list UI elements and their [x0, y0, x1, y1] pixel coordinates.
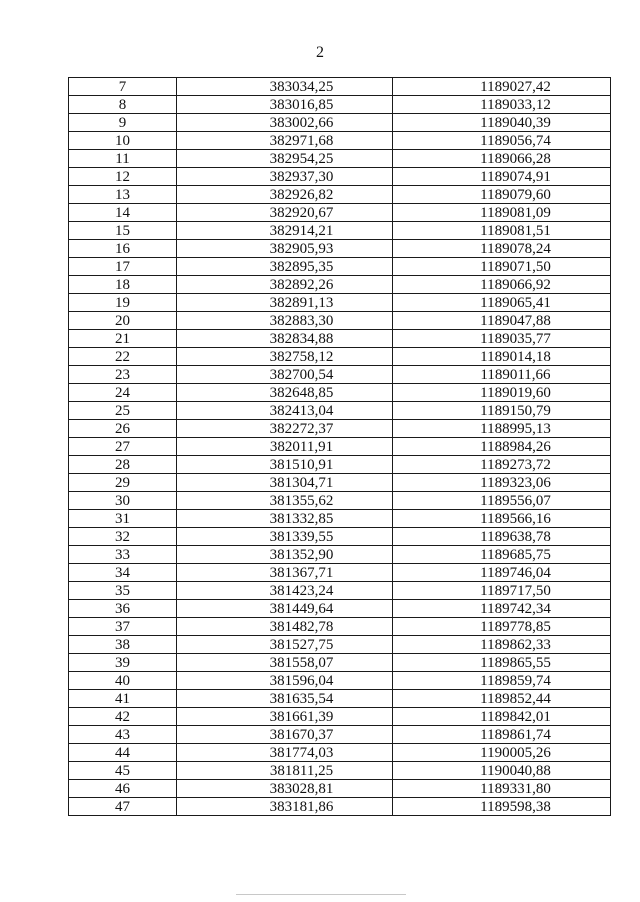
point-number-cell: 43: [69, 726, 177, 744]
point-number-cell: 36: [69, 600, 177, 618]
table-row: [69, 420, 611, 438]
point-number-cell: 18: [69, 276, 177, 294]
x-coordinate-cell: 382700,54: [177, 366, 393, 384]
point-number-cell: 20: [69, 312, 177, 330]
y-coordinate-cell: 1189066,92: [393, 276, 611, 294]
x-coordinate-cell: 381449,64: [177, 600, 393, 618]
y-coordinate-cell: 1189717,50: [393, 582, 611, 600]
y-coordinate-cell: 1189079,60: [393, 186, 611, 204]
x-coordinate-cell: 381670,37: [177, 726, 393, 744]
y-coordinate-cell: 1189078,24: [393, 240, 611, 258]
x-coordinate-cell: 382413,04: [177, 402, 393, 420]
point-number-cell: 29: [69, 474, 177, 492]
y-coordinate-cell: 1189035,77: [393, 330, 611, 348]
y-coordinate-cell: 1188995,13: [393, 420, 611, 438]
point-number-cell: 38: [69, 636, 177, 654]
y-coordinate-cell: 1189071,50: [393, 258, 611, 276]
page-number: 2: [316, 44, 324, 61]
x-coordinate-cell: 383034,25: [177, 78, 393, 96]
y-coordinate-cell: 1189742,34: [393, 600, 611, 618]
point-number-cell: 16: [69, 240, 177, 258]
table-row: [69, 222, 611, 240]
table-row: [69, 132, 611, 150]
point-number-cell: 17: [69, 258, 177, 276]
y-coordinate-cell: 1189842,01: [393, 708, 611, 726]
x-coordinate-cell: 381339,55: [177, 528, 393, 546]
x-coordinate-cell: 381367,71: [177, 564, 393, 582]
y-coordinate-cell: 1189638,78: [393, 528, 611, 546]
y-coordinate-cell: 1189273,72: [393, 456, 611, 474]
point-number-cell: 27: [69, 438, 177, 456]
y-coordinate-cell: 1189331,80: [393, 780, 611, 798]
point-number-cell: 45: [69, 762, 177, 780]
x-coordinate-cell: 382926,82: [177, 186, 393, 204]
x-coordinate-cell: 381510,91: [177, 456, 393, 474]
y-coordinate-cell: 1189859,74: [393, 672, 611, 690]
x-coordinate-cell: 382905,93: [177, 240, 393, 258]
x-coordinate-cell: 382954,25: [177, 150, 393, 168]
table-row: [69, 762, 611, 780]
x-coordinate-cell: 382883,30: [177, 312, 393, 330]
x-coordinate-cell: 383016,85: [177, 96, 393, 114]
table-row: [69, 744, 611, 762]
point-number-cell: 22: [69, 348, 177, 366]
point-number-cell: 42: [69, 708, 177, 726]
x-coordinate-cell: 382758,12: [177, 348, 393, 366]
table-row: [69, 402, 611, 420]
x-coordinate-cell: 382891,13: [177, 294, 393, 312]
y-coordinate-cell: 1189027,42: [393, 78, 611, 96]
table-row: [69, 294, 611, 312]
x-coordinate-cell: 381635,54: [177, 690, 393, 708]
y-coordinate-cell: 1189014,18: [393, 348, 611, 366]
table-row: [69, 528, 611, 546]
x-coordinate-cell: 382892,26: [177, 276, 393, 294]
table-row: [69, 330, 611, 348]
y-coordinate-cell: 1189066,28: [393, 150, 611, 168]
point-number-cell: 8: [69, 96, 177, 114]
y-coordinate-cell: 1189556,07: [393, 492, 611, 510]
table-row: [69, 114, 611, 132]
table-row: [69, 546, 611, 564]
point-number-cell: 26: [69, 420, 177, 438]
y-coordinate-cell: 1189011,66: [393, 366, 611, 384]
table-row: [69, 276, 611, 294]
point-number-cell: 19: [69, 294, 177, 312]
table-row: [69, 708, 611, 726]
table-row: [69, 438, 611, 456]
point-number-cell: 28: [69, 456, 177, 474]
x-coordinate-cell: 382272,37: [177, 420, 393, 438]
table-row: [69, 798, 611, 816]
y-coordinate-cell: 1189566,16: [393, 510, 611, 528]
x-coordinate-cell: 381774,03: [177, 744, 393, 762]
point-number-cell: 25: [69, 402, 177, 420]
table-row: [69, 582, 611, 600]
x-coordinate-cell: 381304,71: [177, 474, 393, 492]
table-row: [69, 366, 611, 384]
table-row: [69, 492, 611, 510]
x-coordinate-cell: 381811,25: [177, 762, 393, 780]
table-row: [69, 456, 611, 474]
point-number-cell: 11: [69, 150, 177, 168]
point-number-cell: 24: [69, 384, 177, 402]
table-row: [69, 186, 611, 204]
x-coordinate-cell: 382937,30: [177, 168, 393, 186]
point-number-cell: 39: [69, 654, 177, 672]
coordinates-table: [68, 77, 611, 816]
table-row: [69, 654, 611, 672]
y-coordinate-cell: 1189019,60: [393, 384, 611, 402]
table-row: [69, 618, 611, 636]
point-number-cell: 46: [69, 780, 177, 798]
y-coordinate-cell: 1189150,79: [393, 402, 611, 420]
x-coordinate-cell: 382914,21: [177, 222, 393, 240]
x-coordinate-cell: 381527,75: [177, 636, 393, 654]
table-row: [69, 384, 611, 402]
y-coordinate-cell: 1189598,38: [393, 798, 611, 816]
table-row: [69, 726, 611, 744]
table-row: [69, 564, 611, 582]
point-number-cell: 35: [69, 582, 177, 600]
x-coordinate-cell: 381423,24: [177, 582, 393, 600]
table-row: [69, 690, 611, 708]
x-coordinate-cell: 381482,78: [177, 618, 393, 636]
point-number-cell: 34: [69, 564, 177, 582]
point-number-cell: 30: [69, 492, 177, 510]
x-coordinate-cell: 382971,68: [177, 132, 393, 150]
point-number-cell: 7: [69, 78, 177, 96]
coordinates-table-body: [69, 78, 611, 816]
table-row: [69, 168, 611, 186]
y-coordinate-cell: 1189746,04: [393, 564, 611, 582]
x-coordinate-cell: 381558,07: [177, 654, 393, 672]
point-number-cell: 10: [69, 132, 177, 150]
x-coordinate-cell: 381332,85: [177, 510, 393, 528]
x-coordinate-cell: 383002,66: [177, 114, 393, 132]
x-coordinate-cell: 383181,86: [177, 798, 393, 816]
point-number-cell: 21: [69, 330, 177, 348]
x-coordinate-cell: 382895,35: [177, 258, 393, 276]
y-coordinate-cell: 1189862,33: [393, 636, 611, 654]
table-row: [69, 96, 611, 114]
y-coordinate-cell: 1189852,44: [393, 690, 611, 708]
scan-artifact-line: [236, 894, 406, 895]
x-coordinate-cell: 381596,04: [177, 672, 393, 690]
table-row: [69, 672, 611, 690]
table-row: [69, 204, 611, 222]
point-number-cell: 15: [69, 222, 177, 240]
table-row: [69, 600, 611, 618]
y-coordinate-cell: 1189861,74: [393, 726, 611, 744]
y-coordinate-cell: 1189865,55: [393, 654, 611, 672]
y-coordinate-cell: 1189074,91: [393, 168, 611, 186]
point-number-cell: 32: [69, 528, 177, 546]
y-coordinate-cell: 1189323,06: [393, 474, 611, 492]
point-number-cell: 31: [69, 510, 177, 528]
x-coordinate-cell: 381352,90: [177, 546, 393, 564]
y-coordinate-cell: 1189685,75: [393, 546, 611, 564]
y-coordinate-cell: 1190005,26: [393, 744, 611, 762]
table-row: [69, 474, 611, 492]
y-coordinate-cell: 1189778,85: [393, 618, 611, 636]
x-coordinate-cell: 382648,85: [177, 384, 393, 402]
table-row: [69, 78, 611, 96]
table-row: [69, 510, 611, 528]
y-coordinate-cell: 1190040,88: [393, 762, 611, 780]
x-coordinate-cell: 381661,39: [177, 708, 393, 726]
y-coordinate-cell: 1189065,41: [393, 294, 611, 312]
table-row: [69, 258, 611, 276]
y-coordinate-cell: 1188984,26: [393, 438, 611, 456]
y-coordinate-cell: 1189056,74: [393, 132, 611, 150]
point-number-cell: 23: [69, 366, 177, 384]
point-number-cell: 12: [69, 168, 177, 186]
table-row: [69, 312, 611, 330]
table-row: [69, 150, 611, 168]
point-number-cell: 9: [69, 114, 177, 132]
point-number-cell: 47: [69, 798, 177, 816]
x-coordinate-cell: 382011,91: [177, 438, 393, 456]
table-row: [69, 780, 611, 798]
y-coordinate-cell: 1189081,51: [393, 222, 611, 240]
x-coordinate-cell: 382920,67: [177, 204, 393, 222]
y-coordinate-cell: 1189047,88: [393, 312, 611, 330]
point-number-cell: 33: [69, 546, 177, 564]
y-coordinate-cell: 1189040,39: [393, 114, 611, 132]
table-row: [69, 348, 611, 366]
point-number-cell: 41: [69, 690, 177, 708]
point-number-cell: 37: [69, 618, 177, 636]
point-number-cell: 44: [69, 744, 177, 762]
x-coordinate-cell: 382834,88: [177, 330, 393, 348]
point-number-cell: 13: [69, 186, 177, 204]
x-coordinate-cell: 383028,81: [177, 780, 393, 798]
y-coordinate-cell: 1189081,09: [393, 204, 611, 222]
x-coordinate-cell: 381355,62: [177, 492, 393, 510]
y-coordinate-cell: 1189033,12: [393, 96, 611, 114]
point-number-cell: 14: [69, 204, 177, 222]
point-number-cell: 40: [69, 672, 177, 690]
table-row: [69, 240, 611, 258]
table-row: [69, 636, 611, 654]
